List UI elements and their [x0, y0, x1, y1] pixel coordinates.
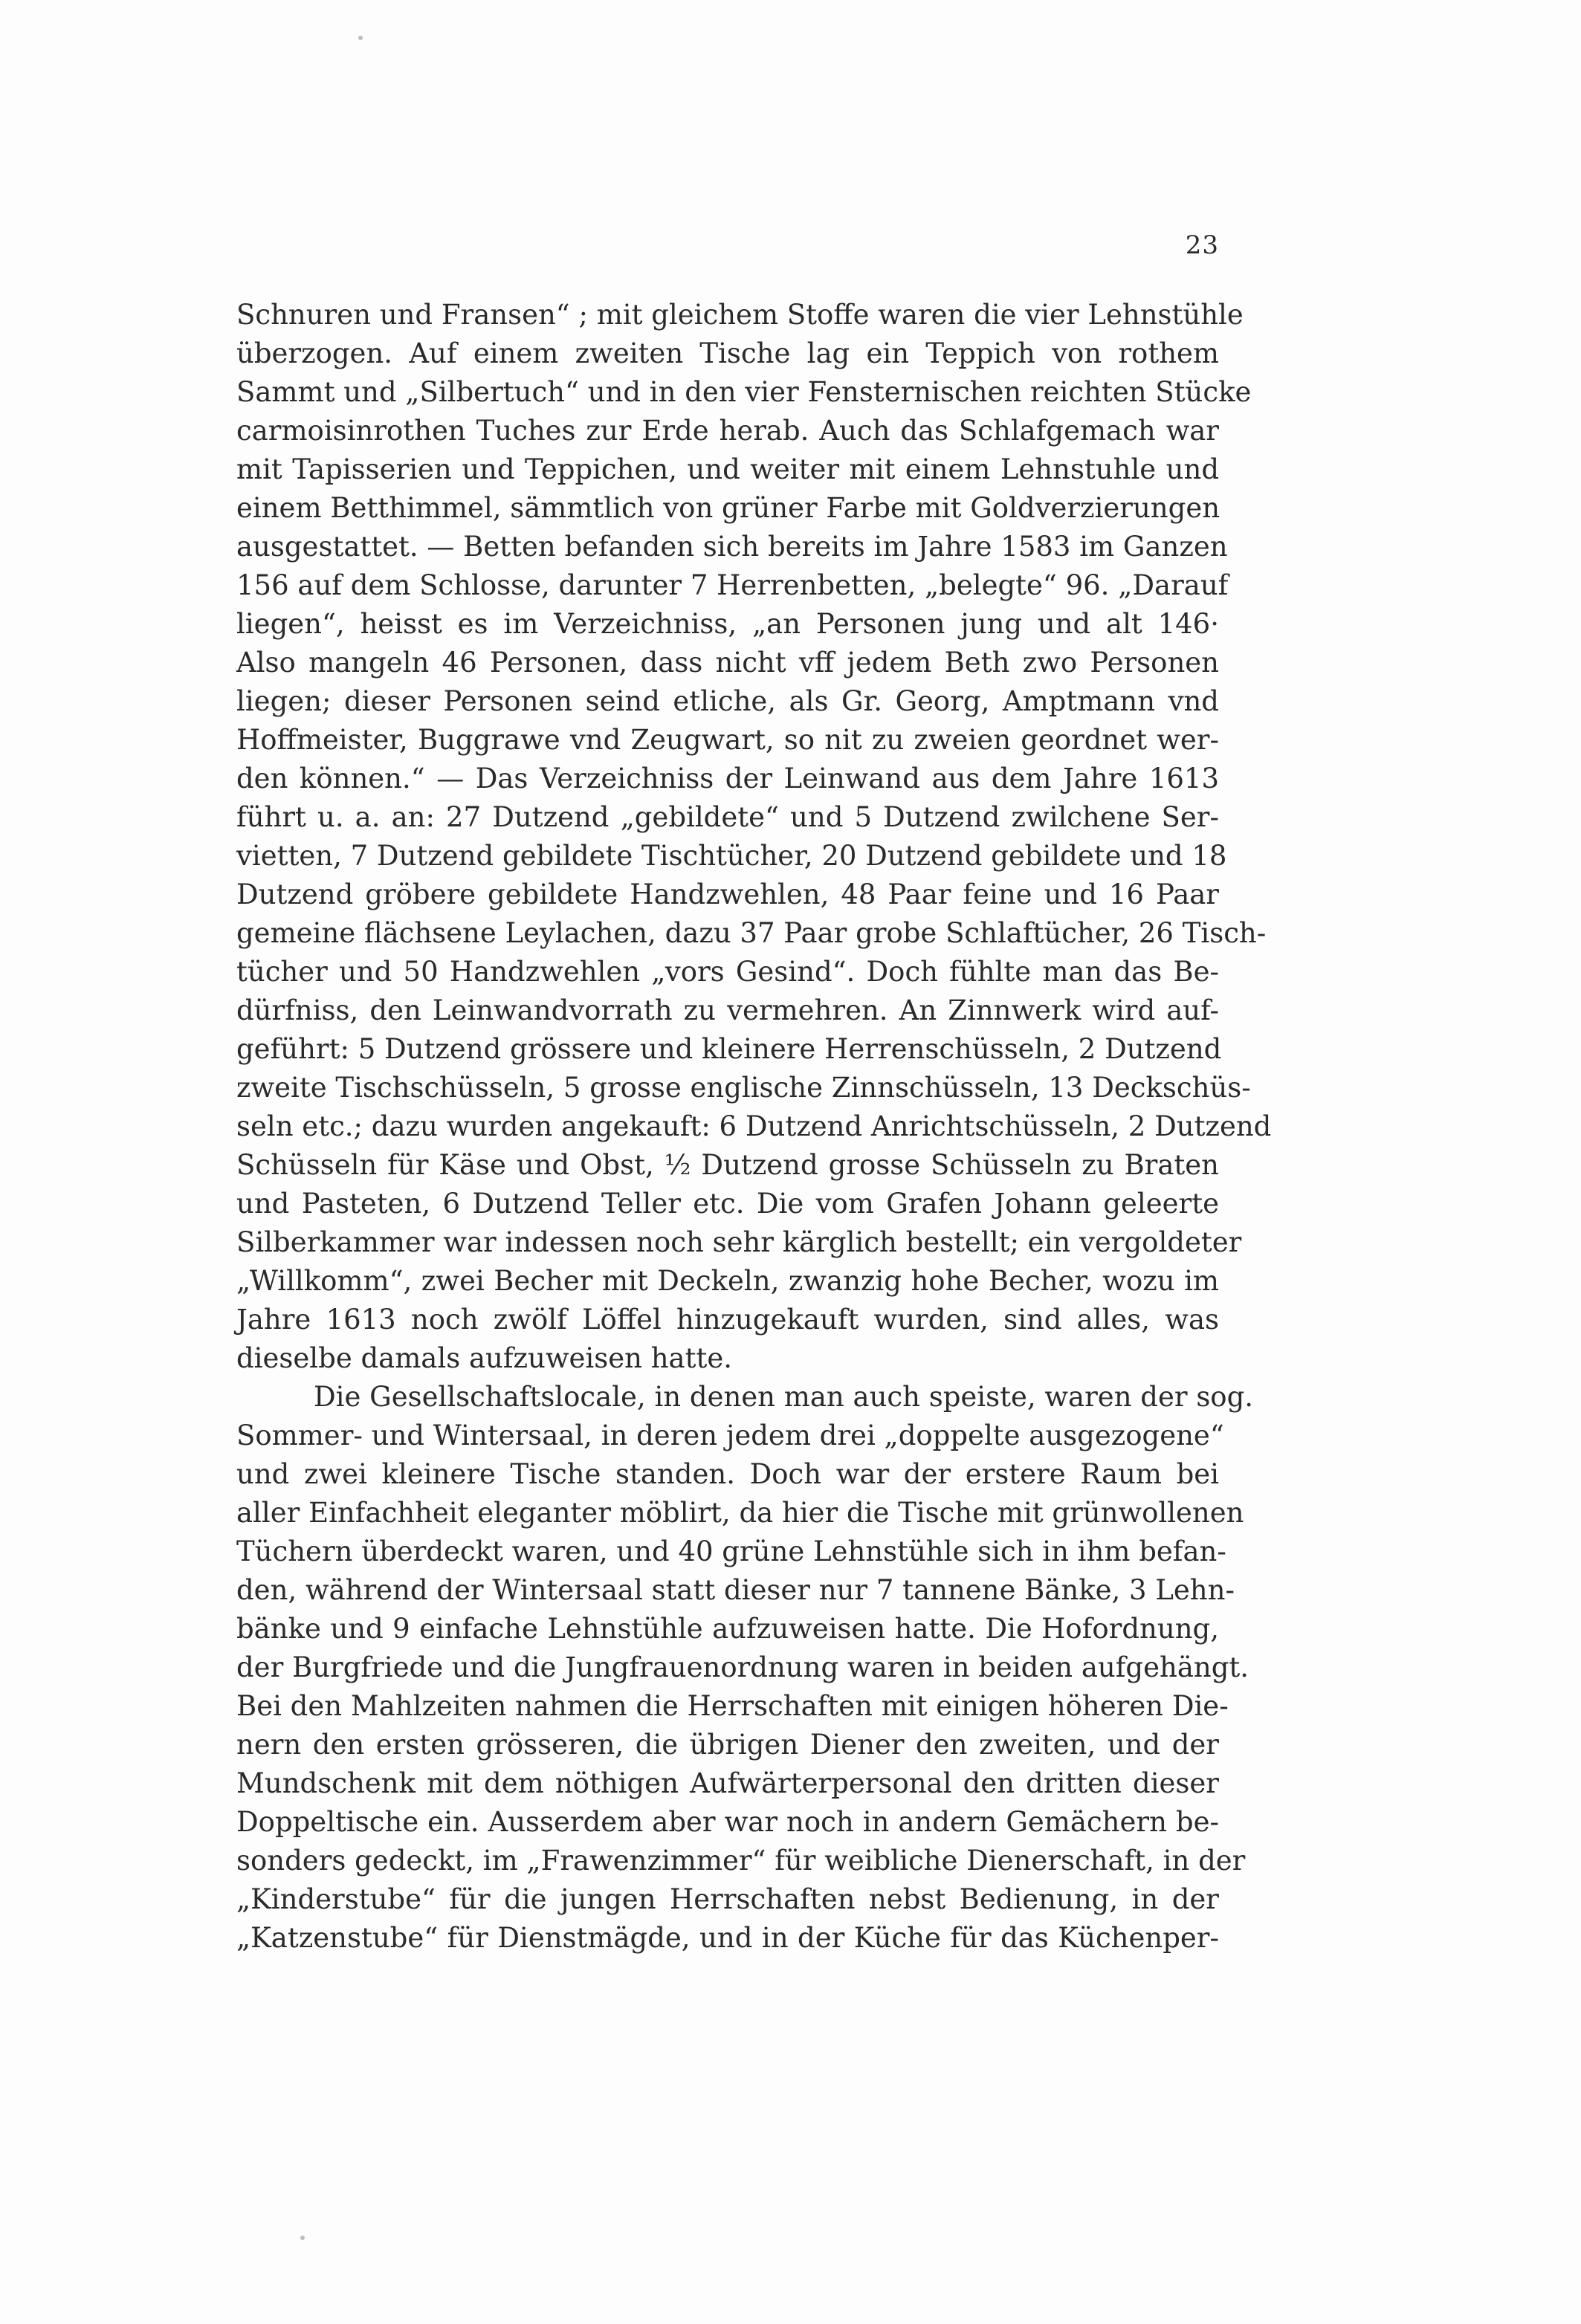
text-line: „Willkomm“, zwei Becher mit Deckeln, zwanzig hohe Becher, wozu im — [236, 1265, 1219, 1297]
text-line: carmoisinrothen Tuches zur Erde herab. Auch das Schlafgemach war — [236, 415, 1219, 447]
text-line: tücher und 50 Handzwehlen „vors Gesind“. Doch fühlte man das Be- — [236, 956, 1219, 988]
text-line: überzogen. Auf einem zweiten Tische lag ein Teppich von rothem — [236, 337, 1219, 369]
text-line: aller Einfachheit eleganter möblirt, da hier die Tische mit grünwollenen — [236, 1497, 1244, 1529]
text-line: liegen“, heisst es im Verzeichniss, „an Personen jung und alt 146· — [236, 608, 1219, 640]
text-line: nern den ersten grösseren, die übrigen Diener den zweiten, und der — [236, 1729, 1219, 1761]
text-line: mit Tapisserien und Teppichen, und weiter mit einem Lehnstuhle und — [236, 453, 1219, 485]
text-line: der Burgfriede und die Jungfrauenordnung waren in beiden aufgehängt. — [236, 1651, 1249, 1683]
text-line: dürfniss, den Leinwandvorrath zu vermehren. An Zinnwerk wird auf- — [236, 994, 1219, 1026]
text-line: Hoffmeister, Buggrawe vnd Zeugwart, so nit zu zweien geordnet wer- — [236, 724, 1219, 756]
text-line: liegen; dieser Personen seind etliche, als Gr. Georg, Amptmann vnd — [236, 685, 1219, 717]
paper-speck — [358, 36, 363, 40]
text-line: Dutzend gröbere gebildete Handzwehlen, 48 Paar feine und 16 Paar — [236, 878, 1219, 910]
text-line: Schüsseln für Käse und Obst, ½ Dutzend grosse Schüsseln zu Braten — [236, 1149, 1219, 1181]
text-line: „Katzenstube“ für Dienstmägde, und in der Küche für das Küchenper- — [236, 1922, 1219, 1954]
text-line: und Pasteten, 6 Dutzend Teller etc. Die vom Grafen Johann geleerte — [236, 1188, 1219, 1220]
text-line: Mundschenk mit dem nöthigen Aufwärterpersonal den dritten dieser — [236, 1767, 1219, 1799]
text-line: einem Betthimmel, sämmtlich von grüner Farbe mit Goldverzierungen — [236, 492, 1220, 524]
text-line: bänke und 9 einfache Lehnstühle aufzuweisen hatte. Die Hofordnung, — [236, 1613, 1219, 1645]
text-line: Silberkammer war indessen noch sehr kärglich bestellt; ein vergoldeter — [236, 1226, 1242, 1258]
paragraph-end-line: dieselbe damals aufzuweisen hatte. — [236, 1342, 733, 1374]
text-line: sonders gedeckt, im „Frawenzimmer“ für weibliche Dienerschaft, in der — [236, 1845, 1246, 1877]
body-text — [236, 296, 1272, 1958]
text-line: Sommer- und Wintersaal, in deren jedem drei „doppelte ausgezogene“ — [236, 1420, 1224, 1451]
text-line: zweite Tischschüsseln, 5 grosse englische Zinnschüsseln, 13 Deckschüs- — [236, 1072, 1251, 1104]
text-line: den können.“ — Das Verzeichniss der Leinwand aus dem Jahre 1613 — [236, 763, 1219, 794]
paragraph-start-line: Die Gesellschaftslocale, in denen man auch speiste, waren der sog. — [314, 1381, 1254, 1413]
text-line: führt u. a. an: 27 Dutzend „gebildete“ und 5 Dutzend zwilchene Ser- — [236, 801, 1219, 833]
text-line: Schnuren und Fransen“ ; mit gleichem Stoffe waren die vier Lehnstühle — [236, 299, 1244, 331]
text-line: Also mangeln 46 Personen, dass nicht vff jedem Beth zwo Personen — [236, 647, 1219, 679]
text-line: gemeine flächsene Leylachen, dazu 37 Paar grobe Schlaftücher, 26 Tisch- — [236, 917, 1267, 949]
text-line: Tüchern überdeckt waren, und 40 grüne Lehnstühle sich in ihm befan- — [236, 1535, 1226, 1567]
text-line: 156 auf dem Schlosse, darunter 7 Herrenbetten, „belegte“ 96. „Darauf — [236, 569, 1229, 601]
text-line: Jahre 1613 noch zwölf Löffel hinzugekauft wurden, sind alles, was — [236, 1304, 1219, 1336]
text-line: Doppeltische ein. Ausserdem aber war noch in andern Gemächern be- — [236, 1806, 1219, 1838]
text-line: und zwei kleinere Tische standen. Doch war der erstere Raum bei — [236, 1458, 1219, 1490]
text-line: vietten, 7 Dutzend gebildete Tischtücher, 20 Dutzend gebildete und 18 — [236, 840, 1227, 872]
paper-speck — [300, 2236, 305, 2240]
page-number: 23 — [1185, 230, 1219, 260]
text-line: den, während der Wintersaal statt dieser nur 7 tannene Bänke, 3 Lehn- — [236, 1574, 1235, 1606]
text-line: „Kinderstube“ für die jungen Herrschaften nebst Bedienung, in der — [236, 1883, 1219, 1915]
text-line: geführt: 5 Dutzend grössere und kleinere Herrenschüsseln, 2 Dutzend — [236, 1033, 1222, 1065]
text-line: ausgestattet. — Betten befanden sich bereits im Jahre 1583 im Ganzen — [236, 531, 1228, 563]
text-line: Sammt und „Silbertuch“ und in den vier Fensternischen reichten Stücke — [236, 376, 1252, 408]
text-line: seln etc.; dazu wurden angekauft: 6 Dutzend Anrichtschüsseln, 2 Dutzend — [236, 1110, 1272, 1142]
text-line: Bei den Mahlzeiten nahmen die Herrschaften mit einigen höheren Die- — [236, 1690, 1229, 1722]
